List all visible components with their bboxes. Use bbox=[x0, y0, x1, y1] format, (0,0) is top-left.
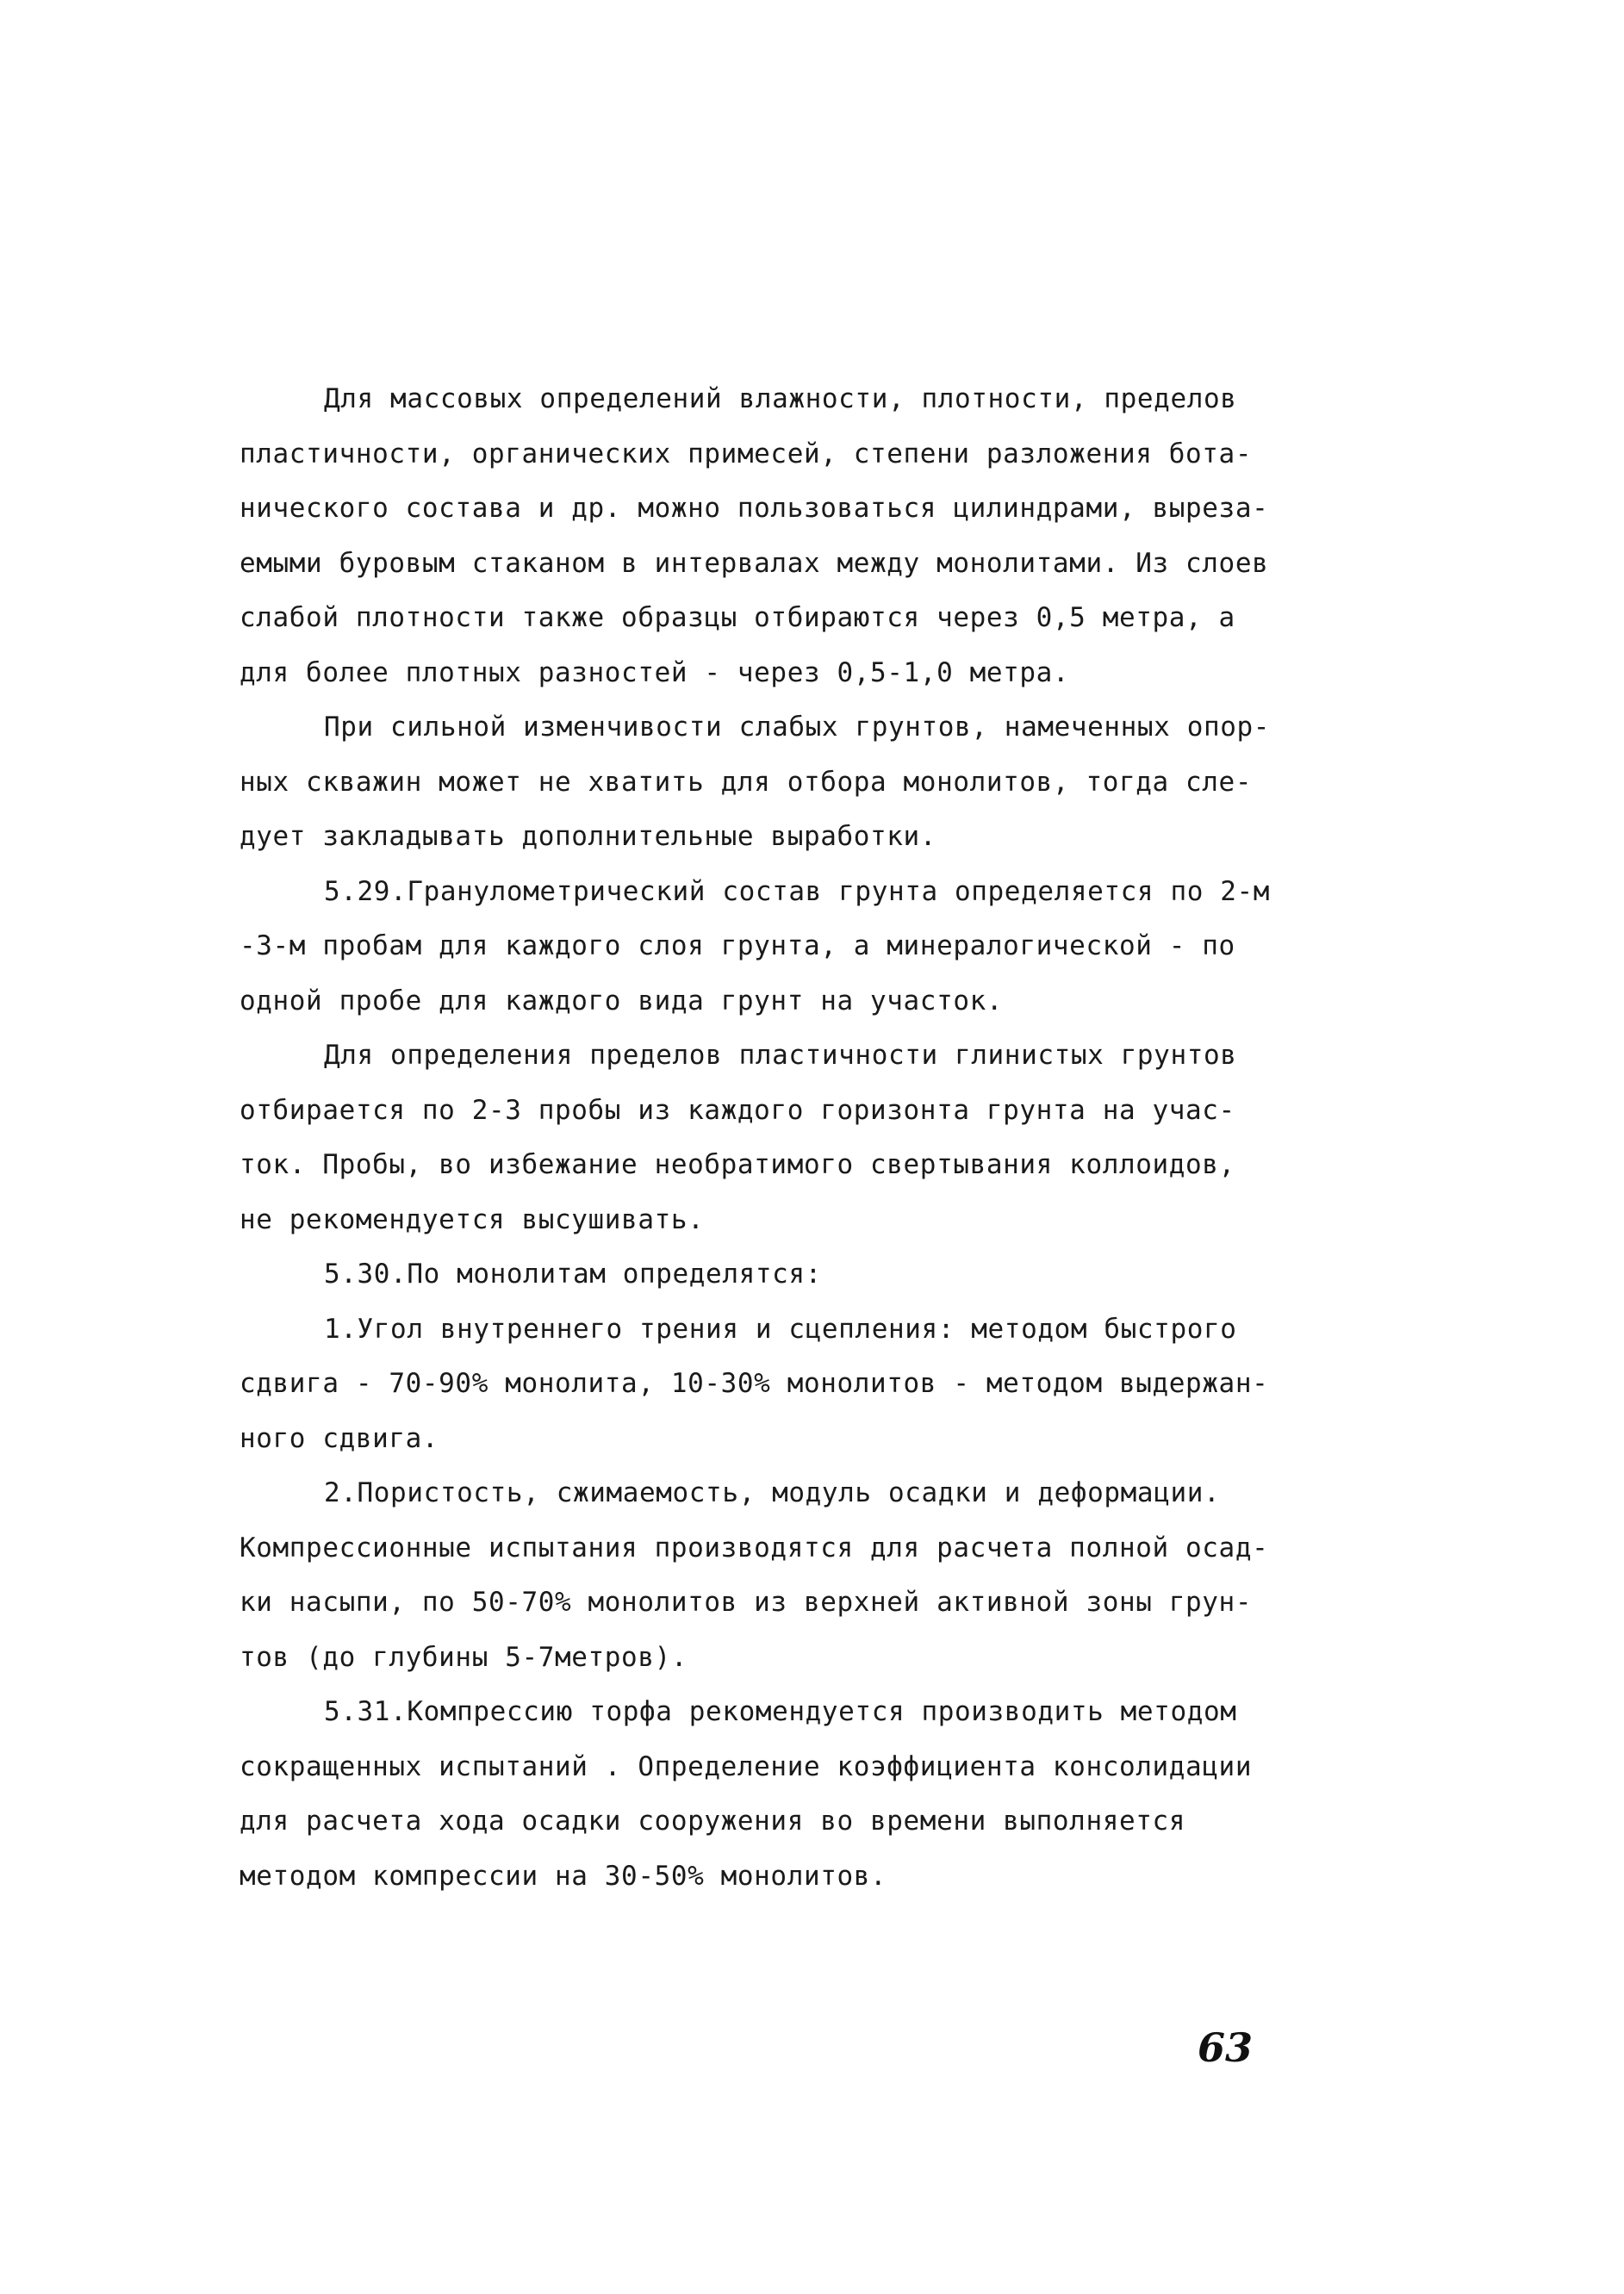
body-text bbox=[240, 372, 1316, 1904]
text-line: 1.Угол внутреннего трения и сцепления: методом быстрого bbox=[324, 1313, 1237, 1345]
text-line: для более плотных разностей - через 0,5-1,0 метра. bbox=[240, 656, 1070, 688]
text-line: для расчета хода осадки сооружения во времени выполняется bbox=[240, 1806, 1186, 1837]
text-line: Компрессионные испытания производятся для расчета полной осад- bbox=[240, 1532, 1269, 1564]
text-line: 5.30.По монолитам определятся: bbox=[324, 1259, 822, 1290]
text-line: Для массовых определений влажности, плотности, пределов bbox=[324, 383, 1237, 414]
text-line: ных скважин может не хватить для отбора монолитов, тогда сле- bbox=[240, 766, 1253, 798]
text-line: При сильной изменчивости слабых грунтов, намеченных опор- bbox=[324, 712, 1271, 743]
text-line: отбирается по 2-3 пробы из каждого горизонта грунта на учас- bbox=[240, 1094, 1235, 1126]
text-line: тов (до глубины 5-7метров). bbox=[240, 1641, 688, 1673]
text-line: слабой плотности также образцы отбираются через 0,5 метра, а bbox=[240, 602, 1235, 633]
page-number: 63 bbox=[1198, 2024, 1254, 2071]
text-line: емыми буровым стаканом в интервалах между монолитами. Из слоев bbox=[240, 547, 1269, 579]
text-line: дует закладывать дополнительные выработки. bbox=[240, 821, 937, 852]
text-line: 5.31.Компрессию торфа рекомендуется производить методом bbox=[324, 1696, 1237, 1727]
text-line: ток. Пробы, во избежание необратимого свертывания коллоидов, bbox=[240, 1149, 1235, 1180]
text-line: сдвига - 70-90% монолита, 10-30% монолитов - методом выдержан- bbox=[240, 1368, 1269, 1399]
text-line: -3-м пробам для каждого слоя грунта, а минералогической - по bbox=[240, 930, 1235, 961]
text-line: пластичности, органических примесей, степени разложения бота- bbox=[240, 438, 1253, 469]
text-line: ки насыпи, по 50-70% монолитов из верхней активной зоны грун- bbox=[240, 1587, 1253, 1618]
text-line: одной пробе для каждого вида грунт на участок. bbox=[240, 985, 1004, 1016]
text-line: 2.Пористость, сжимаемость, модуль осадки и деформации. bbox=[324, 1477, 1221, 1508]
text-line: методом компрессии на 30-50% монолитов. bbox=[240, 1860, 887, 1892]
text-line: 5.29.Гранулометрический состав грунта определяется по 2-м bbox=[324, 875, 1271, 907]
text-line: ного сдвига. bbox=[240, 1422, 439, 1454]
text-line: не рекомендуется высушивать. bbox=[240, 1203, 705, 1235]
text-line: нического состава и др. можно пользоваться цилиндрами, выреза- bbox=[240, 493, 1269, 524]
text-line: сокращенных испытаний . Определение коэффициента консолидации bbox=[240, 1750, 1253, 1782]
text-line: Для определения пределов пластичности глинистых грунтов bbox=[324, 1040, 1237, 1071]
